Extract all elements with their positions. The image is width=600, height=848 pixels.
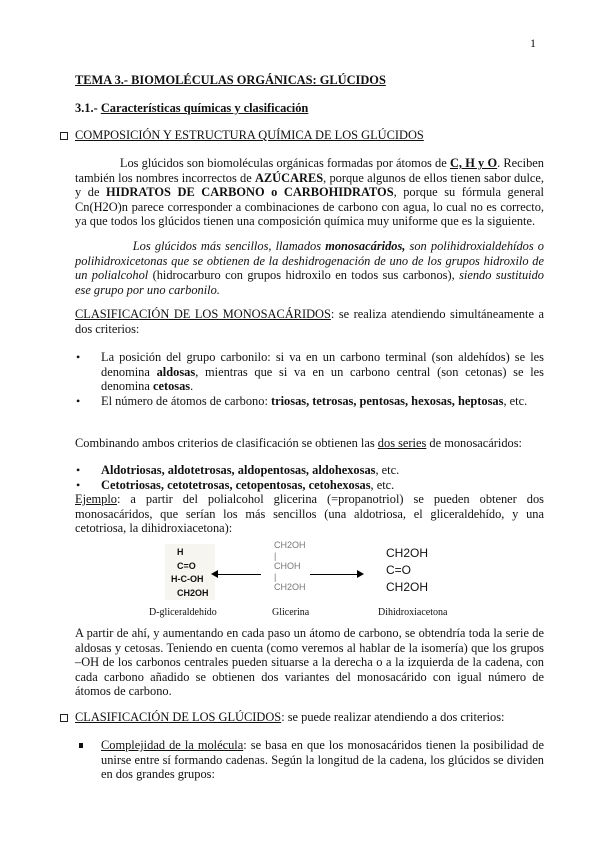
text-segment: Combinando ambos criterios de clasificación se obtienen las (75, 436, 378, 450)
text-segment: de monosacáridos: (426, 436, 522, 450)
list-item (101, 394, 544, 409)
arrow-right-icon (310, 574, 362, 575)
text-segment: : se puede realizar atendiendo a dos criterios: (281, 710, 505, 724)
text-segment: triosas, tetrosas, pentosas, hexosas, heptosas (270, 394, 504, 408)
text-segment: son polihidroxialdehídos o polihidroxicetonas que se obtienen de la deshidrogenación de uno de los grupos hidroxilo de un polialcohol (75, 239, 544, 283)
text-segment: CLASIFICACIÓN DE LOS GLÚCIDOS (75, 710, 282, 724)
paragraph-ejemplo (75, 492, 544, 536)
subsection-composicion: COMPOSICIÓN Y ESTRUCTURA QUÍMICA DE LOS GLÚCIDOS (75, 128, 424, 142)
text-segment: Complejidad de la molécula (101, 738, 244, 752)
text-segment: , etc. (370, 478, 395, 492)
text-segment: aldosas (156, 364, 196, 379)
formula-line: C=O (177, 560, 196, 571)
text-segment: , etc. (503, 394, 528, 408)
text-segment: monosacáridos, (325, 239, 406, 253)
formula-line: CH2OH (386, 580, 429, 594)
caption-dihidroxiacetona: Dihidroxiacetona (378, 607, 448, 618)
text-segment: , porque algunos de ellos tienen sabor dulce, y de (75, 170, 544, 200)
text-segment: Aldotriosas, aldotetrosas, aldopentosas, aldohexosas (101, 463, 376, 477)
gliceraldehido-structure (165, 544, 215, 600)
bullet-icon: • (76, 350, 81, 364)
text-segment: El número de átomos de carbono: (101, 394, 271, 408)
dihidroxiacetona-structure (386, 545, 428, 596)
text-segment: Cetotriosas, cetotetrosas, cetopentosas, cetohexosas (101, 478, 371, 492)
formula-line: H-C-OH (171, 574, 204, 584)
formula-line: C=O (386, 563, 412, 577)
formula-line: | (274, 571, 277, 582)
document-title: TEMA 3.- BIOMOLÉCULAS ORGÁNICAS: GLÚCIDOS (75, 73, 386, 87)
paragraph-clasificacion-monosacaridos (75, 307, 544, 336)
caption-glicerina: Glicerina (272, 607, 310, 618)
text-segment: Los glúcidos más sencillos, llamados (75, 239, 326, 253)
paragraph-monosacaridos (75, 239, 544, 297)
bullet-icon: • (76, 463, 81, 477)
formula-line: CH2OH (177, 587, 209, 598)
text-segment: A partir de ahí, y aumentando en cada paso un átomo de carbono, se obtendría toda la serie de aldosas y cetosas. Teniendo en cuenta (como veremos al hablar de la isomería) que los grupos –OH de los carbonos centrales pueden situarse a la derecha o a la izquierda de la cadena, con cada carbono añadido se obtienen dos variantes del monosacárido con igual número de átomos de carbono. (75, 626, 544, 699)
formula-line: CHOH (274, 561, 301, 571)
text-segment: HIDRATOS DE CARBONO o CARBOHIDRATOS (106, 185, 394, 200)
page-number: 1 (530, 36, 536, 50)
bullet-icon: • (76, 394, 81, 408)
text-segment: CLASIFICACIÓN DE LOS MONOSACÁRIDOS (75, 307, 331, 321)
section-heading (75, 101, 544, 116)
text-segment: : se basa en que los monosacáridos tienen la posibilidad de unirse entre sí formando cadenas. Según la longitud de la cadena, los glúcidos se dividen en dos grandes grupos: (101, 738, 544, 782)
formula-line: CH2OH (274, 582, 306, 592)
formula-line: H (177, 547, 184, 557)
text-segment: Ejemplo (75, 492, 117, 506)
square-bullet-icon (60, 132, 68, 140)
subsection-clasificacion-glucidos (75, 710, 544, 725)
list-item (101, 463, 544, 478)
formula-line: | (274, 550, 277, 561)
text-segment: La posición del grupo carbonilo: si va en un carbono terminal (son aldehídos) se les denomina (101, 350, 544, 379)
section-title: Características químicas y clasificación (100, 101, 309, 115)
bullet-icon: • (76, 478, 81, 492)
text-segment: , etc. (375, 463, 400, 477)
text-segment: cetosas (152, 379, 191, 394)
formula-line: CH2OH (274, 540, 306, 550)
list-item (101, 478, 544, 493)
arrow-left-icon (213, 574, 261, 575)
text-segment: (hidrocarburo con grupos hidroxilo en todos sus carbonos), (148, 268, 460, 283)
list-item (101, 350, 544, 394)
text-segment: . (190, 379, 194, 394)
paragraph-serie (75, 626, 544, 699)
caption-gliceraldehido: D-gliceraldehído (149, 607, 217, 618)
text-segment: , porque su fórmula general Cn(H2O)n parece corresponder a combinaciones de carbono con agua, lo cual no es correcto, ya que todos los glúcidos tienen una composición química muy uniforme que es la siguiente. (75, 185, 544, 229)
text-segment: Los glúcidos son biomoléculas orgánicas formadas por átomos de (75, 156, 450, 170)
text-segment: . Reciben también los nombres incorrectos de (75, 156, 544, 185)
text-segment: AZÚCARES (254, 170, 324, 185)
paragraph-composicion (75, 156, 544, 229)
square-bullet-icon (60, 714, 68, 722)
text-segment: C, H y O (449, 156, 498, 170)
glicerina-structure (274, 540, 306, 593)
text-segment: dos series (377, 436, 427, 450)
text-segment: : se realiza atendiendo simultáneamente a dos criterios: (75, 307, 545, 336)
bullet-icon (79, 743, 83, 748)
formula-line: CH2OH (386, 546, 429, 560)
list-item-complejidad (101, 738, 544, 782)
text-segment: : a partir del polialcohol glicerina (=propanotriol) se pueden obtener dos monosacáridos, que serían los más sencillos (una aldotriosa, el gliceraldehído, y una cetotriosa, la dihidroxiacetona): (75, 492, 544, 536)
paragraph-combinando (75, 436, 544, 451)
text-segment: , mientras que si va en un carbono central (son cetonas) se les denomina (101, 364, 545, 394)
section-number: 3.1.- (75, 101, 101, 115)
text-segment: siendo sustituido ese grupo por uno carbonilo. (75, 268, 544, 297)
